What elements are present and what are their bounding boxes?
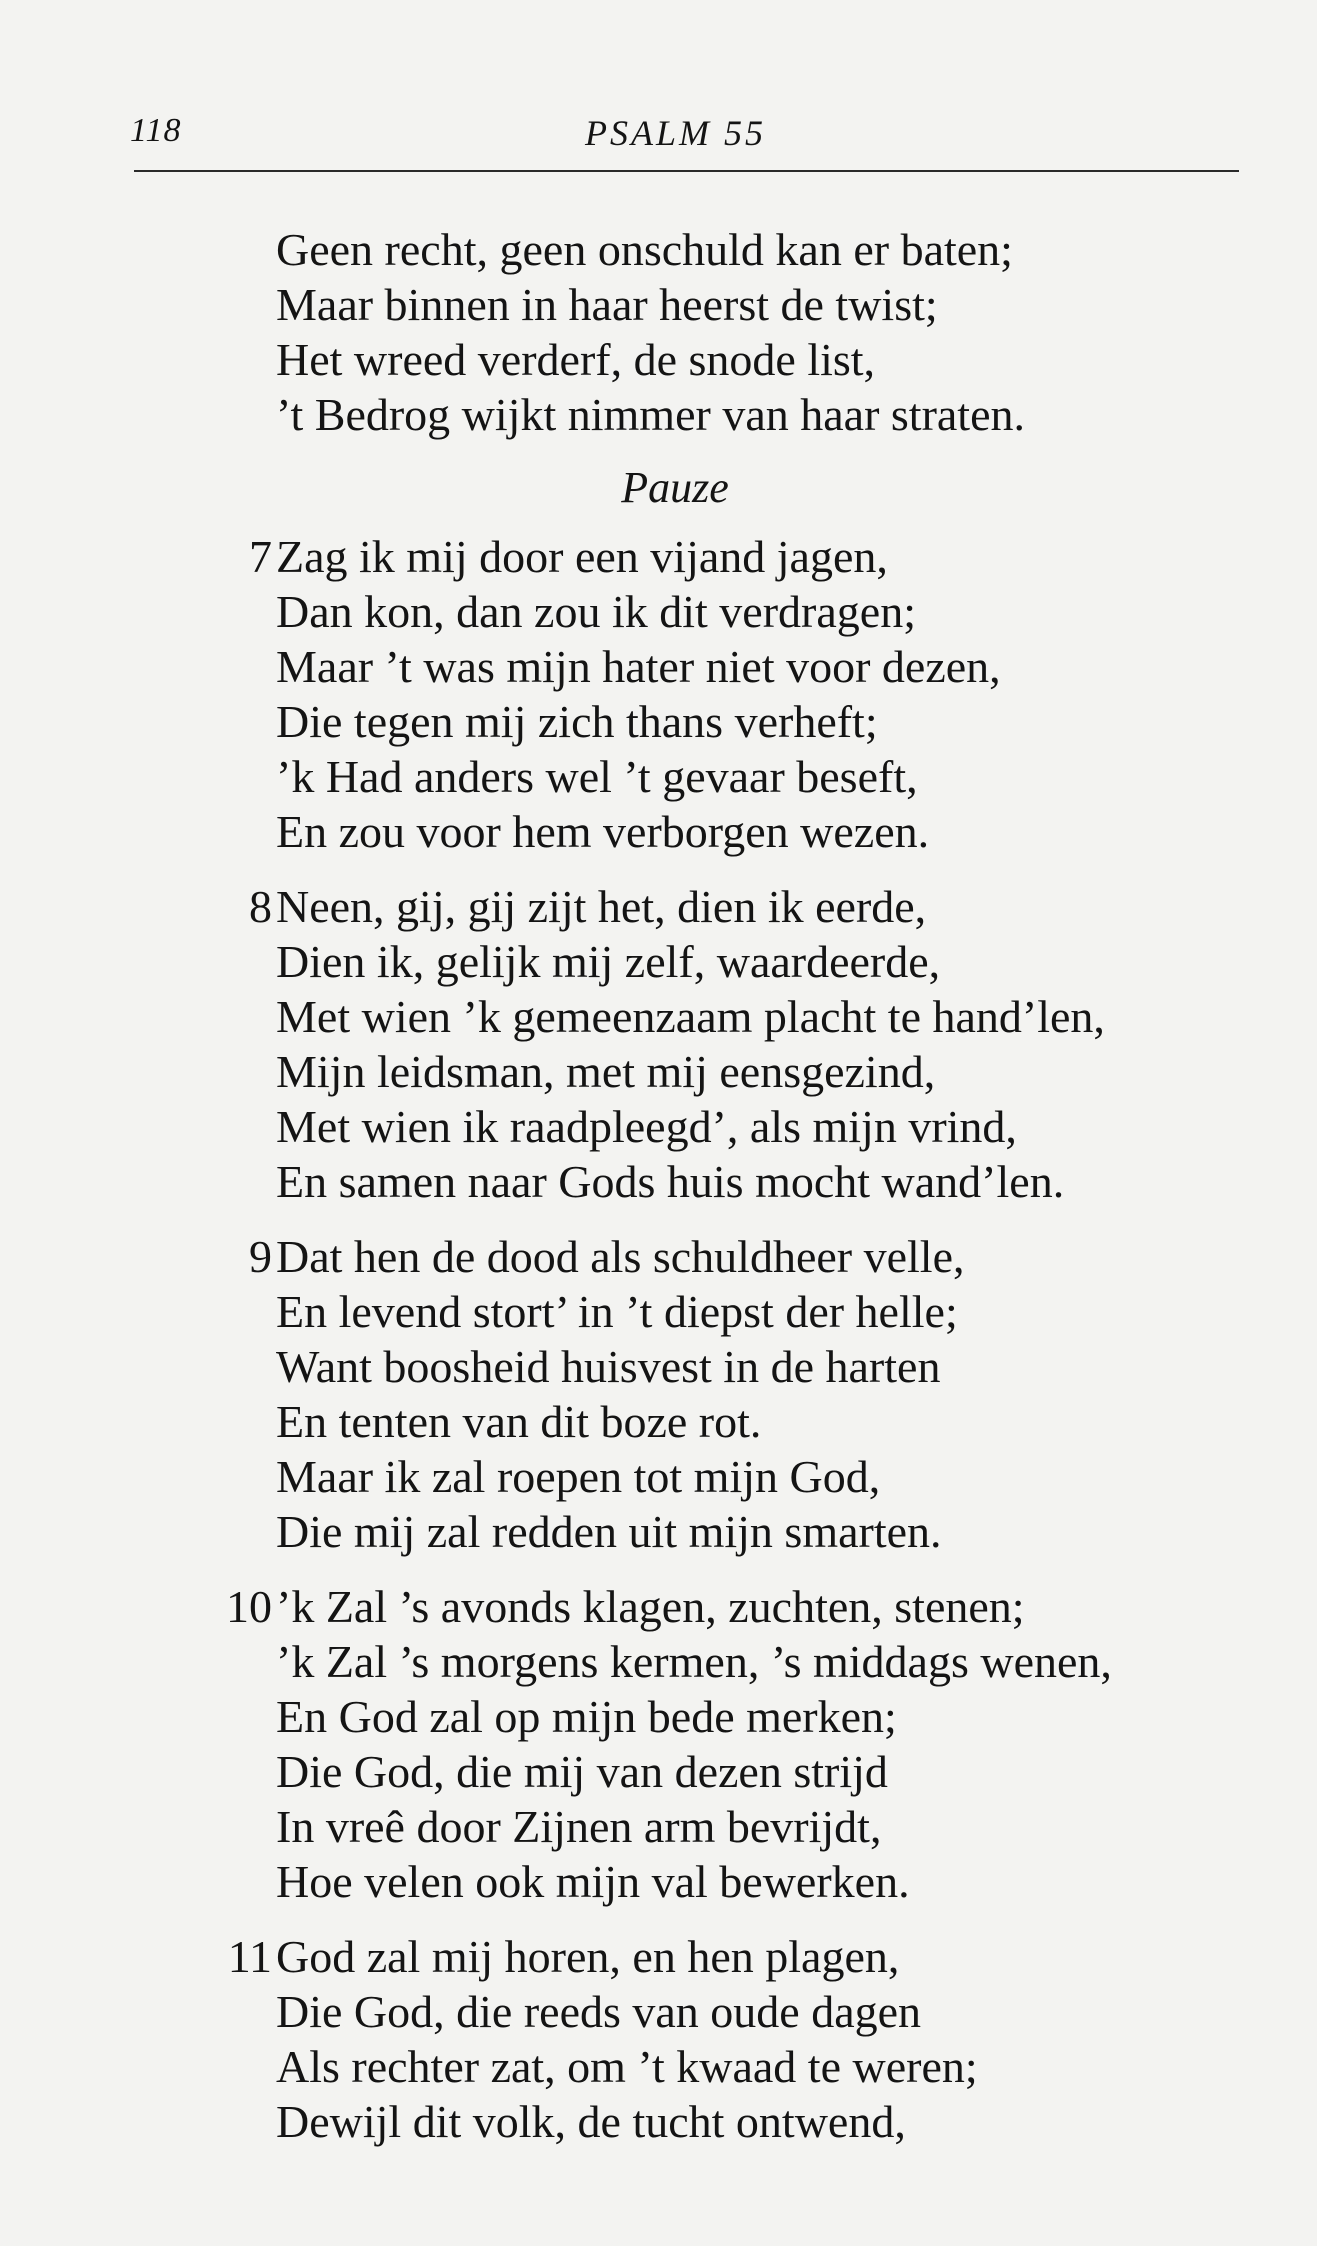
verse-line: Die tegen mij zich thans verheft; [276,696,878,747]
verse-line: Maar ik zal roepen tot mijn God, [276,1451,881,1502]
verse-number: 8 [249,881,272,932]
verse-line: En tenten van dit boze rot. [276,1396,762,1447]
verse-line: Mijn leidsman, met mij eensgezind, [276,1046,936,1097]
stanza-10 [200,1579,1280,1909]
verse-line: In vreê door Zijnen arm bevrijdt, [276,1801,882,1852]
verse-line: Met wien ik raadpleegd’, als mijn vrind, [276,1101,1017,1152]
verse-number: 9 [249,1231,272,1282]
psalm-text [200,222,1280,2149]
verse-number: 10 [226,1581,272,1632]
verse-line: Want boosheid huisvest in de harten [276,1341,941,1392]
page-title: PSALM 55 [585,113,766,153]
verse-line: Dewijl dit volk, de tucht ontwend, [276,2096,906,2147]
header-rule [134,170,1239,172]
stanza-9 [200,1229,1280,1559]
verse-line: En God zal op mijn bede merken; [276,1691,897,1742]
page-number: 118 [130,112,182,149]
verse-line: ’k Zal ’s avonds klagen, zuchten, stenen; [276,1581,1025,1632]
verse-line: En samen naar Gods huis mocht wand’len. [276,1156,1065,1207]
verse-line: Met wien ’k gemeenzaam placht te hand’len, [276,991,1105,1042]
pauze-marker: Pauze [621,463,729,512]
verse-line: Maar binnen in haar heerst de twist; [276,279,938,330]
verse-line: God zal mij horen, en hen plagen, [276,1931,900,1982]
verse-line: En zou voor hem verborgen wezen. [276,806,930,857]
verse-line: ’k Zal ’s morgens kermen, ’s middags wenen, [276,1636,1112,1687]
verse-line: Die God, die reeds van oude dagen [276,1986,922,2037]
verse-line: Dat hen de dood als schuldheer velle, [276,1231,965,1282]
verse-line: En levend stort’ in ’t diepst der helle; [276,1286,958,1337]
verse-number: 7 [249,531,272,582]
verse-line: Neen, gij, gij zijt het, dien ik eerde, [276,881,927,932]
verse-line: Die God, die mij van dezen strijd [276,1746,888,1797]
verse-number: 11 [227,1931,272,1982]
verse-line: Die mij zal redden uit mijn smarten. [276,1506,942,1557]
verse-line: Als rechter zat, om ’t kwaad te weren; [276,2041,978,2092]
verse-line: Geen recht, geen onschuld kan er baten; [276,224,1013,275]
verse-line: ’t Bedrog wijkt nimmer van haar straten. [276,389,1026,440]
verse-line: Dien ik, gelijk mij zelf, waardeerde, [276,936,941,987]
verse-line: Dan kon, dan zou ik dit verdragen; [276,586,916,637]
verse-line: ’k Had anders wel ’t gevaar beseft, [276,751,918,802]
verse-line: Hoe velen ook mijn val bewerken. [276,1856,910,1907]
verse-line: Maar ’t was mijn hater niet voor dezen, [276,641,1001,692]
verse-line: Het wreed verderf, de snode list, [276,334,876,385]
running-head [130,112,1240,164]
verse-line: Zag ik mij door een vijand jagen, [276,531,888,582]
stanza-11 [200,1929,1280,2149]
stanza-8 [200,879,1280,1209]
stanza-continuation [200,222,1280,442]
stanza-7 [200,529,1280,859]
